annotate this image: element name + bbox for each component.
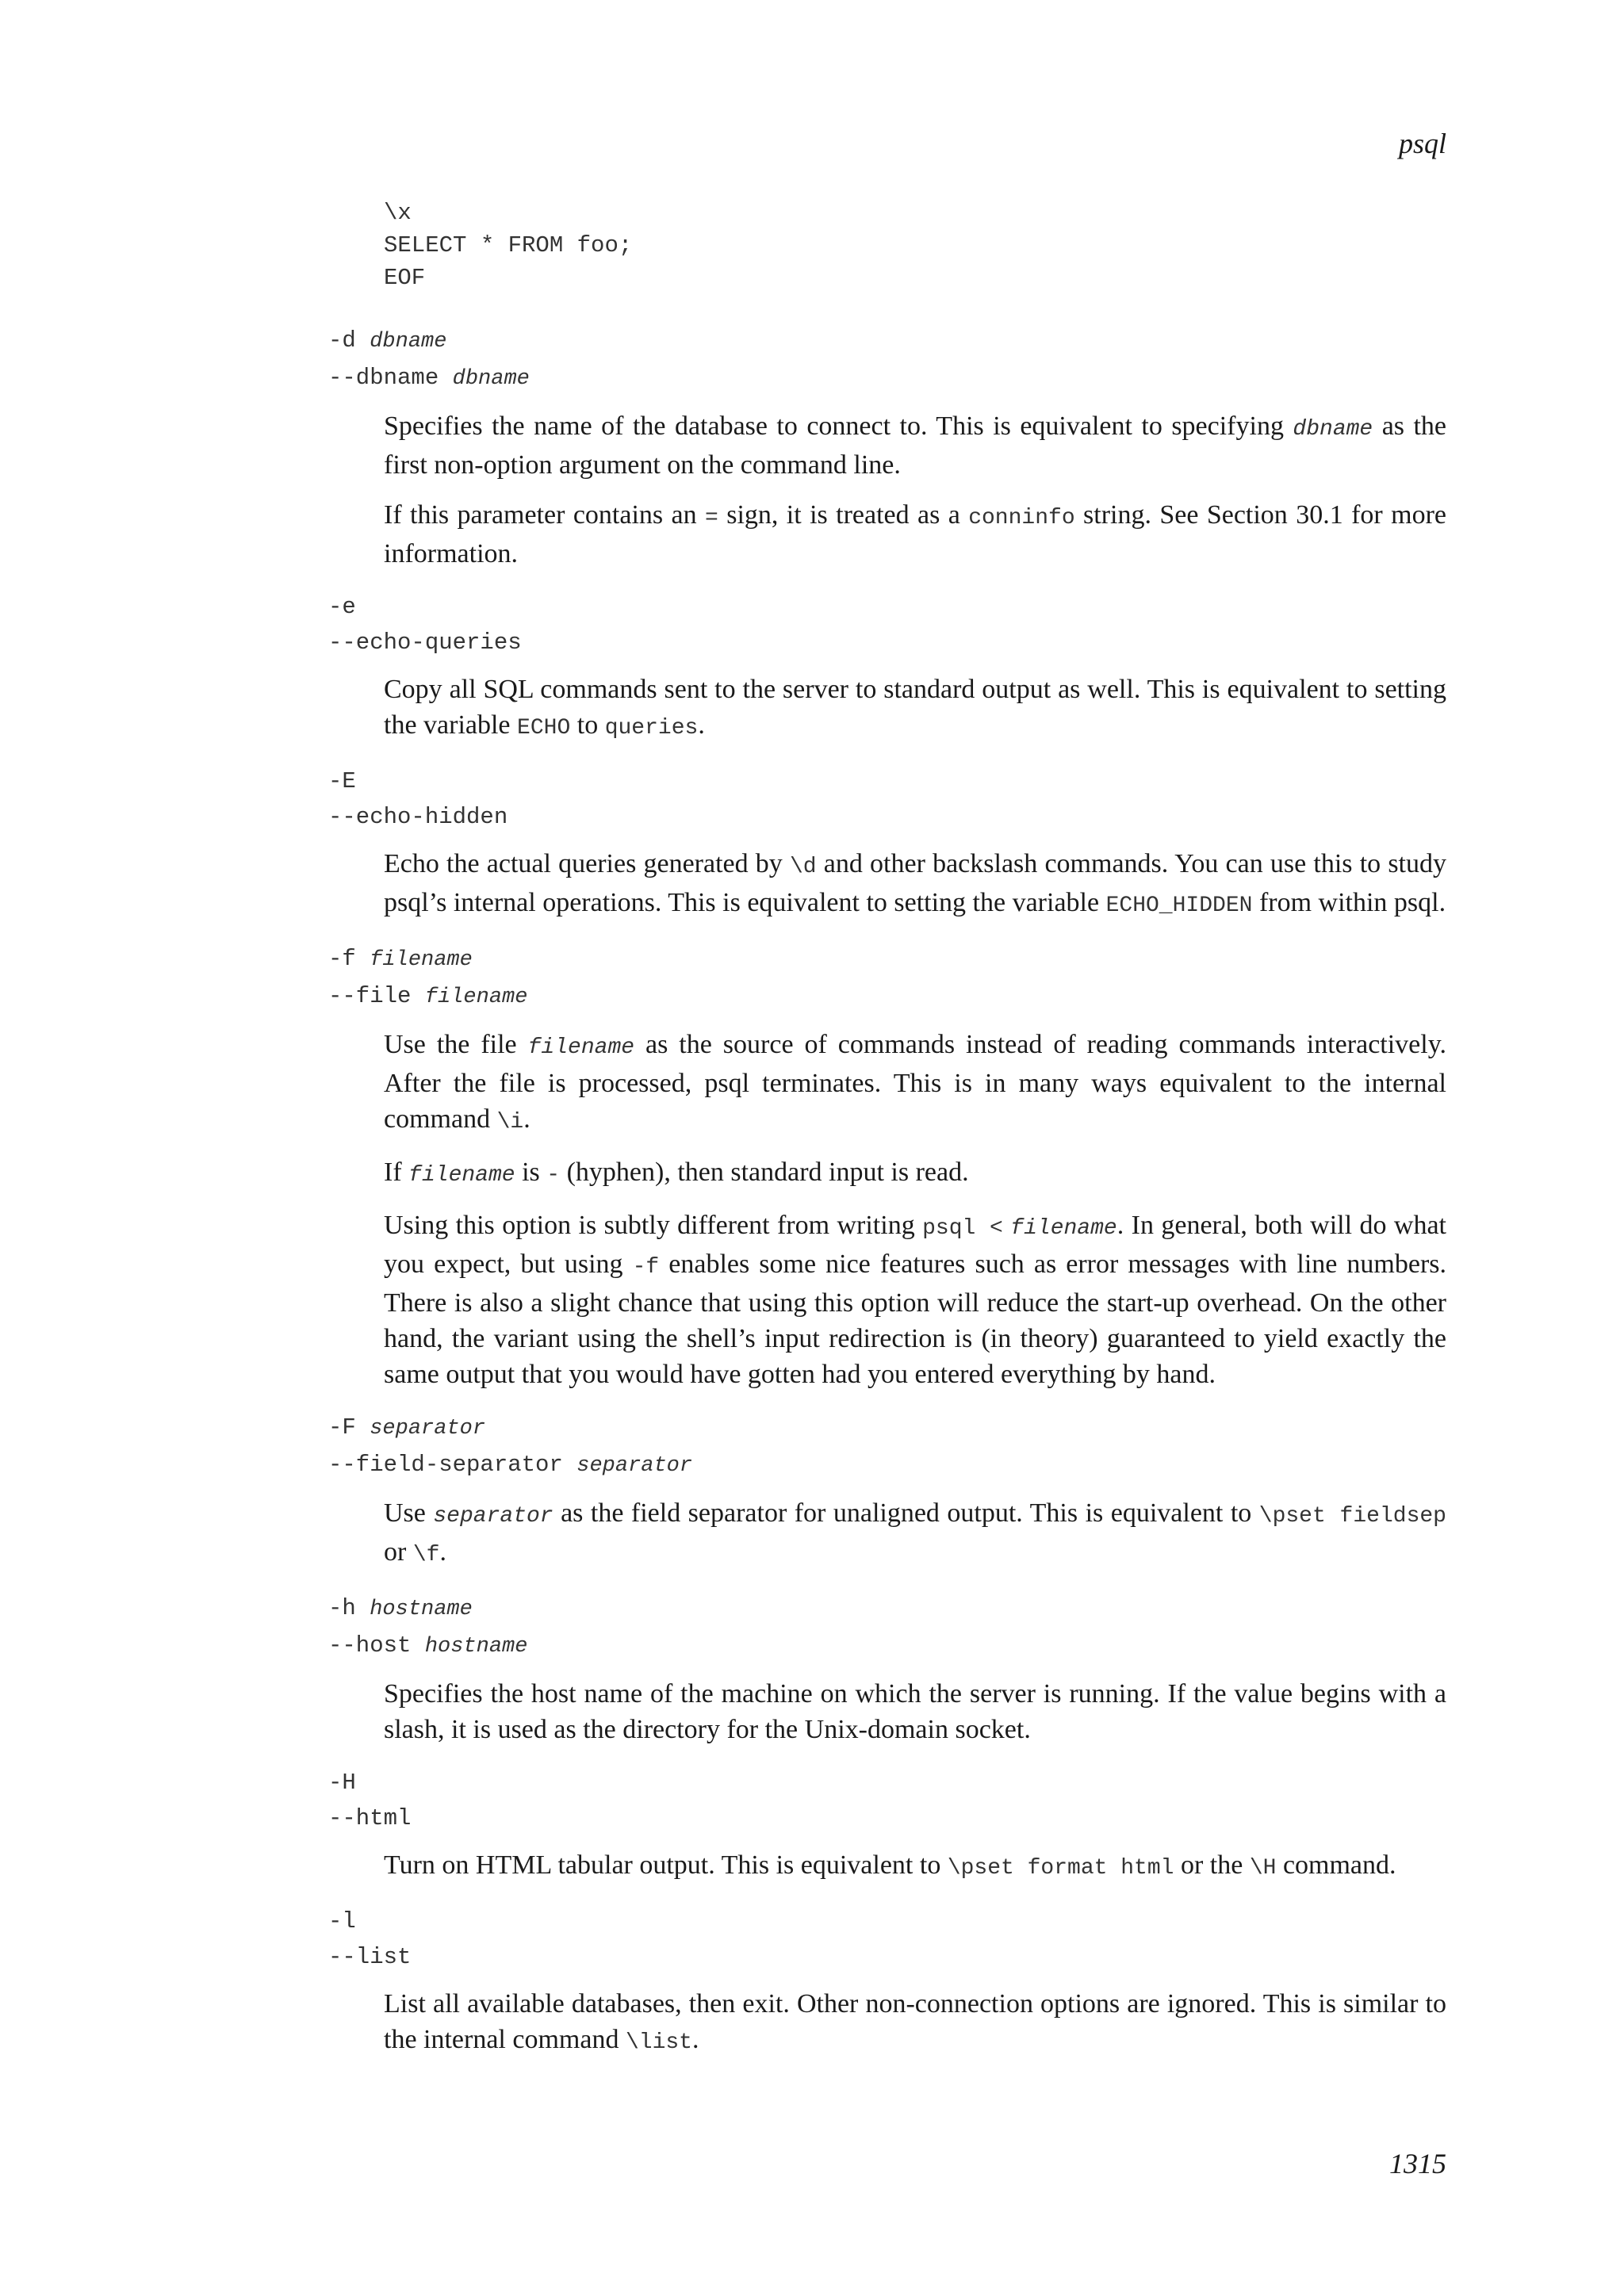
option-short: -d dbname bbox=[328, 327, 447, 354]
code-line: \x bbox=[384, 200, 412, 226]
option-description bbox=[384, 1495, 1446, 1573]
paragraph: Turn on HTML tabular output. This is equivalent to \pset format html or the \H command. bbox=[384, 1850, 1396, 1881]
option-short: -E bbox=[328, 768, 356, 794]
option-dbname bbox=[328, 323, 1446, 572]
option-description bbox=[384, 1676, 1446, 1747]
option-description bbox=[384, 1986, 1446, 2061]
option-description bbox=[384, 846, 1446, 924]
paragraph: Specifies the host name of the machine on which the server is running. If the value begins with a slash, it is used as the directory for the Unix-domain socket. bbox=[384, 1679, 1446, 1744]
page-number: 1315 bbox=[1389, 2148, 1446, 2179]
option-long: --html bbox=[328, 1805, 412, 1831]
page-body bbox=[328, 197, 1446, 2078]
option-short: -F separator bbox=[328, 1414, 486, 1441]
paragraph: If filename is - (hyphen), then standard input is read. bbox=[384, 1158, 969, 1188]
code-line: SELECT * FROM foo; bbox=[384, 232, 633, 258]
option-list bbox=[328, 1904, 1446, 2061]
option-field-separator bbox=[328, 1410, 1446, 1573]
option-html bbox=[328, 1765, 1446, 1886]
option-description bbox=[384, 1847, 1446, 1886]
option-short: -h hostname bbox=[328, 1595, 473, 1621]
option-long: --echo-hidden bbox=[328, 804, 508, 830]
paragraph: Specifies the name of the database to connect to. This is equivalent to specifying dbname as the first non-option argument on the command line. bbox=[384, 411, 1447, 480]
option-long: --file filename bbox=[328, 983, 528, 1009]
option-short: -e bbox=[328, 594, 356, 620]
paragraph: Use the file filename as the source of commands instead of reading commands interactively. After the file is processed, psql terminates. This is in many ways equivalent to the internal command \i. bbox=[384, 1030, 1447, 1135]
running-header: psql bbox=[1398, 128, 1446, 159]
paragraph: If this parameter contains an = sign, it is treated as a conninfo string. See Section 30.1 for more information. bbox=[384, 500, 1446, 568]
code-line: EOF bbox=[384, 265, 426, 291]
code-block bbox=[384, 197, 1446, 294]
option-file bbox=[328, 941, 1446, 1392]
option-echo-hidden bbox=[328, 763, 1446, 924]
option-description bbox=[384, 408, 1446, 572]
option-long: --field-separator separator bbox=[328, 1452, 693, 1478]
option-long: --list bbox=[328, 1944, 412, 1970]
option-description bbox=[384, 1027, 1446, 1392]
option-echo-queries bbox=[328, 589, 1446, 746]
option-long: --host hostname bbox=[328, 1632, 528, 1659]
option-host bbox=[328, 1590, 1446, 1747]
paragraph: Copy all SQL commands sent to the server to standard output as well. This is equivalent to setting the variable ECHO to queries. bbox=[384, 675, 1446, 740]
paragraph: List all available databases, then exit. Other non-connection options are ignored. This is similar to the internal command \list. bbox=[384, 1989, 1446, 2055]
option-description bbox=[384, 672, 1446, 746]
option-short: -H bbox=[328, 1770, 356, 1796]
option-short: -f filename bbox=[328, 946, 473, 972]
paragraph: Use separator as the field separator for unaligned output. This is equivalent to \pset fieldsep or \f. bbox=[384, 1498, 1446, 1567]
option-short: -l bbox=[328, 1908, 356, 1934]
option-long: --dbname dbname bbox=[328, 365, 530, 391]
option-long: --echo-queries bbox=[328, 629, 522, 656]
paragraph: Using this option is subtly different from writing psql < filename. In general, both will do what you expect, but using -f enables some nice features such as error messages with line numbers. There is also a slight chance that using this option will reduce the start-up overhead. On the other hand, the variant using the shell’s input redirection is (in theory) guaranteed to yield exactly the same output that you would have gotten had you entered everything by hand. bbox=[384, 1211, 1447, 1389]
paragraph: Echo the actual queries generated by \d and other backslash commands. You can use this to study psql’s internal operations. This is equivalent to setting the variable ECHO_HIDDEN from within psql. bbox=[384, 849, 1447, 918]
